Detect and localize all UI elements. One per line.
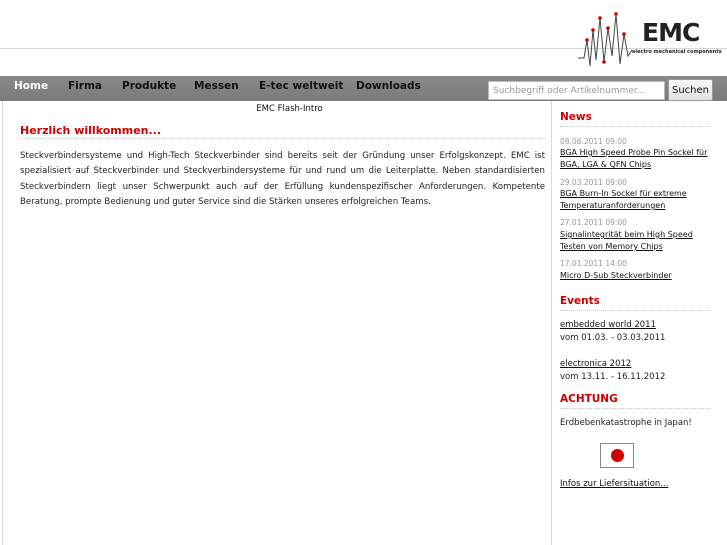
japan-flag-icon[interactable] (600, 443, 634, 468)
news-date: 27.01.2011 09:00 (560, 218, 627, 227)
event-link[interactable]: embedded world 2011 (560, 320, 656, 330)
nav-firma[interactable]: Firma (68, 80, 102, 92)
flag-circle (611, 449, 624, 462)
news-link[interactable]: Micro D-Sub Steckverbinder (560, 271, 672, 280)
news-divider (560, 126, 710, 127)
news-link[interactable]: BGA Burn-In Sockel für extreme Temperaturanforderungen (560, 189, 687, 210)
search-button[interactable]: Suchen (668, 79, 713, 101)
event-dates: vom 01.03. - 03.03.2011 (560, 333, 666, 343)
welcome-text: Steckverbindersysteme und High-Tech Steckverbinder sind bereits seit der Gründung unser Erfolgskonzept. EMC ist spezialisiert auf Steckverbinder und Steckverbindersysteme für und rund um die Leiterplatte. Neben standardisierten Steckverbindern liegt unser Schwerpunkt auch auf der Erfüllung kundenspezifischer Anforderungen. Kompetente Beratung, prompte Bedienung und guter Service sind die Stärken unseres erfolgreichen Teams. (20, 151, 545, 207)
events-title: Events (560, 295, 600, 307)
emc-logo[interactable] (578, 10, 727, 74)
nav-home[interactable]: Home (14, 80, 49, 92)
search-input[interactable] (488, 81, 665, 100)
welcome-title: Herzlich willkommen... (20, 124, 162, 137)
logo-wordmark: EMC (642, 18, 700, 47)
event-dates: vom 13.11. - 16.11.2012 (560, 372, 666, 382)
news-date: 17.01.2011 14:00 (560, 259, 627, 268)
flash-intro[interactable]: EMC Flash-Intro (256, 104, 323, 114)
news-title: News (560, 111, 592, 123)
logo-tagline: electro mechanical components (632, 49, 722, 55)
nav-produkte[interactable]: Produkte (122, 80, 177, 92)
news-link[interactable]: Signalintegrität beim High Speed Testen von Memory Chips (560, 230, 693, 251)
nav-messen[interactable]: Messen (194, 80, 239, 92)
news-date: 29.03.2011 09:00 (560, 178, 627, 187)
event-link[interactable]: electronica 2012 (560, 359, 632, 369)
achtung-text: Erdbebenkatastrophe in Japan! (560, 418, 692, 428)
news-link[interactable]: BGA High Speed Probe Pin Sockel für BGA, LGA & QFN Chips (560, 148, 708, 169)
header (0, 0, 727, 76)
nav-etec-weltweit[interactable]: E-tec weltweit (259, 80, 344, 92)
achtung-divider (560, 408, 710, 409)
achtung-title: ACHTUNG (560, 393, 618, 405)
nav-downloads[interactable]: Downloads (356, 80, 421, 92)
welcome-divider (20, 138, 545, 139)
supply-info-link[interactable]: Infos zur Liefersituation... (560, 479, 669, 489)
news-date: 08.06.2011 09:00 (560, 137, 627, 146)
events-divider (560, 310, 710, 311)
